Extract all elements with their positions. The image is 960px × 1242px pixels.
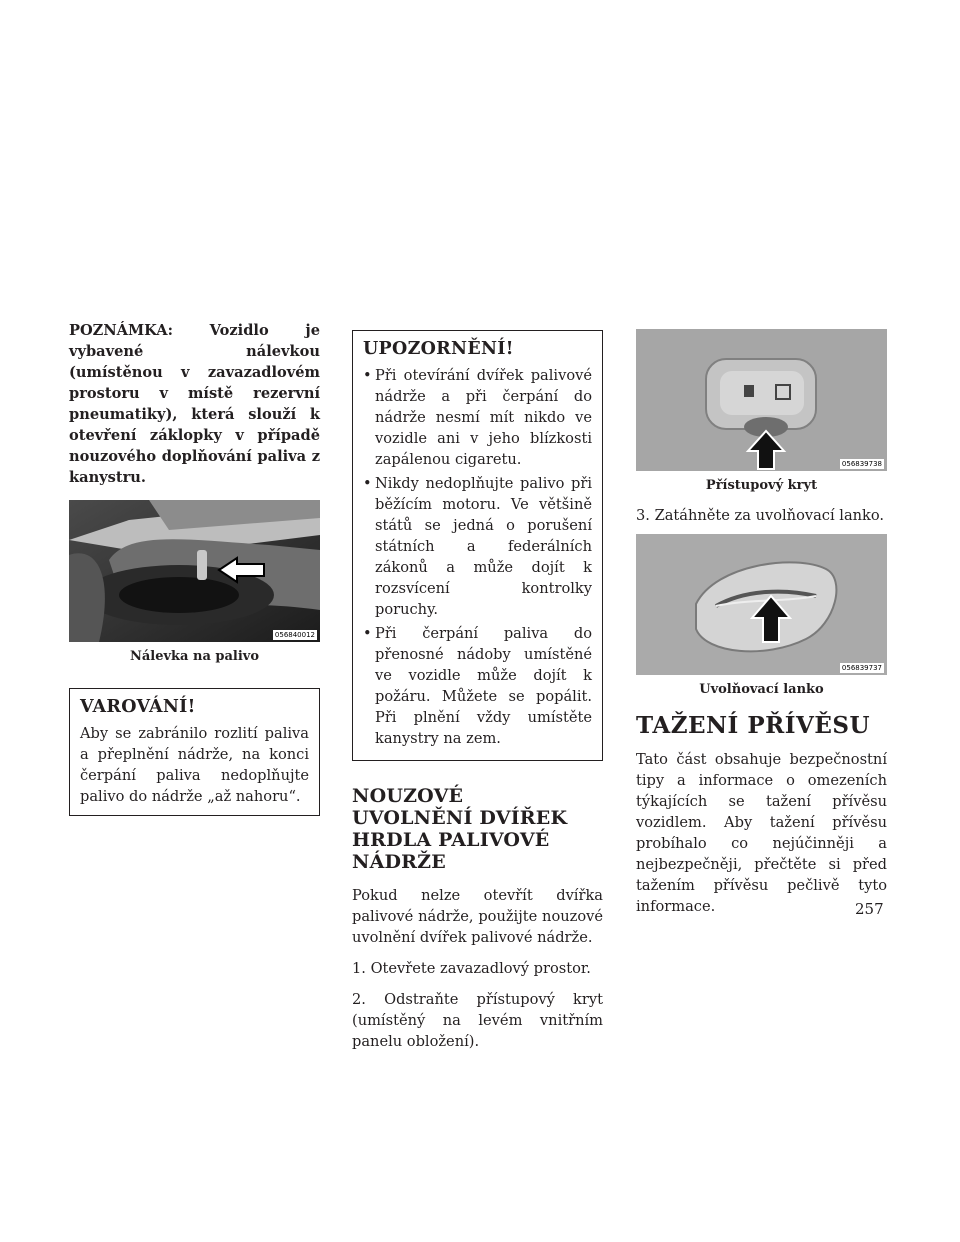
step-1: 1. Otevřete zavazadlový prostor. — [352, 960, 591, 977]
bullet-icon: • — [363, 475, 372, 492]
warning-title: VAROVÁNÍ! — [80, 697, 196, 717]
release-cable-figure — [636, 534, 887, 675]
towing-paragraph: Tato část obsahuje bezpečnostní tipy a informace o omezeních týkajících se tažení přívěsu vozidlem. Aby tažení přívěsu probíhalo co nejúčinněji a nejbezpečněji, přečtěte si před tažením přívěsu pečlivě tyto informace. — [636, 751, 887, 915]
caution-item: • Nikdy nedoplňujte palivo při běžícím motoru. Ve většině států se jedná o porušení státních a federálních zákonů a může dojít k rozsvícení kontrolky poruchy. — [363, 475, 592, 618]
figure-caption: Uvolňovací lanko — [699, 682, 824, 697]
funnel-figure — [69, 500, 320, 642]
caution-list — [363, 365, 592, 749]
caution-box — [352, 330, 603, 761]
fuel-pump-icon — [744, 385, 754, 397]
caution-title: UPOZORNĚNÍ! — [363, 339, 514, 359]
funnel-photo — [69, 500, 320, 642]
bullet-icon: • — [363, 367, 372, 384]
page-number: 257 — [855, 900, 884, 918]
bullet-icon: • — [363, 625, 372, 642]
caution-item: • Při otevírání dvířek palivové nádrže a při čerpání do nádrže nesmí mít nikdo ve vozidle ani v jeho blízkosti zapálenou cigaretu. — [363, 367, 592, 468]
release-cable-photo — [636, 534, 887, 675]
intro-paragraph: Pokud nelze otevřít dvířka palivové nádrže, použijte nouzové uvolnění dvířek palivové nádrže. — [352, 887, 603, 946]
access-cover-figure — [636, 329, 887, 471]
note-paragraph: POZNÁMKA: Vozidlo je vybavené nálevkou (umístěnou v zavazadlovém prostoru v místě rezervní pneumatiky), která slouží k otevření záklopky v případě nouzového doplňování paliva z kanystru. — [69, 322, 320, 486]
figure-caption: Přístupový kryt — [705, 478, 818, 493]
warning-box — [69, 688, 320, 816]
section-heading: NOUZOVÉ UVOLNĚNÍ DVÍŘEK HRDLA PALIVOVÉ NÁDRŽE — [352, 785, 568, 873]
step-2: 2. Odstraňte přístupový kryt (umístěný na levém vnitřním panelu obložení). — [352, 991, 603, 1050]
access-cover-photo — [636, 329, 887, 471]
section-heading: TAŽENÍ PŘÍVĚSU — [636, 712, 871, 739]
step-3: 3. Zatáhněte za uvolňovací lanko. — [636, 507, 885, 524]
figure-code: 056839737 — [841, 664, 882, 672]
middle-column — [352, 330, 603, 1052]
figure-code: 056840012 — [274, 631, 315, 639]
figure-code: 056839738 — [841, 460, 882, 468]
warning-text: Aby se zabránilo rozlití paliva a přeplnění nádrže, na konci čerpání paliva nedoplňujte palivo do nádrže „až nahoru“. — [80, 725, 309, 805]
caution-item: • Při čerpání paliva do přenosné nádoby umístěné ve vozidle může dojít k požáru. Můžete se popálit. Při plnění vždy umístěte kanystry na zem. — [363, 625, 592, 747]
right-column — [636, 329, 887, 917]
left-column — [69, 320, 320, 816]
figure-caption: Nálevka na palivo — [129, 649, 260, 664]
